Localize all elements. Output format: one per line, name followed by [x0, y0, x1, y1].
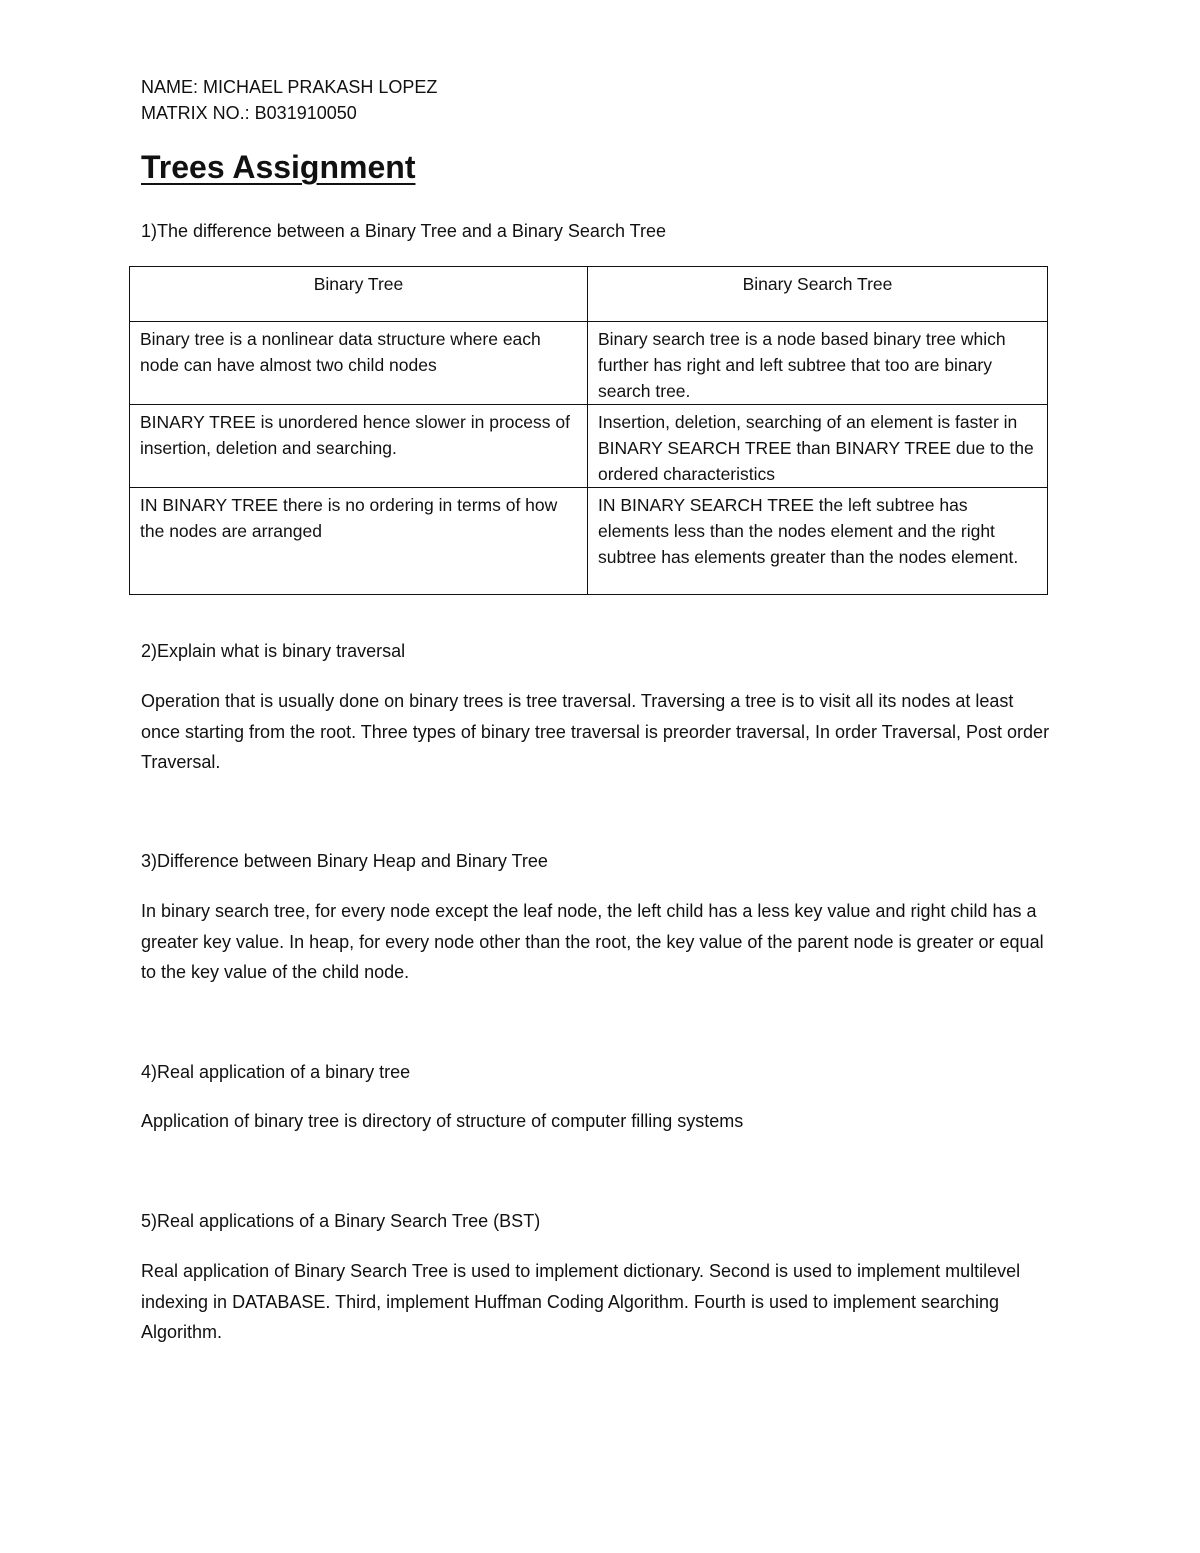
table-row [130, 405, 1048, 488]
comparison-table [129, 266, 1048, 595]
table-cell: Insertion, deletion, searching of an element is faster in BINARY SEARCH TREE than BINARY TREE due to the ordered characteristics [588, 405, 1048, 488]
table-cell: IN BINARY SEARCH TREE the left subtree has elements less than the nodes element and the right subtree has elements greater than the nodes element. [588, 488, 1048, 595]
matrix-number: MATRIX NO.: B031910050 [141, 103, 357, 123]
question-3-heading: 3)Difference between Binary Heap and Binary Tree [141, 851, 548, 871]
question-2-heading: 2)Explain what is binary traversal [141, 641, 406, 661]
table-header-row [130, 267, 1048, 322]
question-4-answer: Application of binary tree is directory of structure of computer filling systems [141, 1111, 744, 1131]
table-row [130, 488, 1048, 595]
question-3-answer: In binary search tree, for every node except the leaf node, the left child has a less key value and right child has a greater key value. In heap, for every node other than the root, the key value of the parent node is greater or equal to the key value of the child node. [141, 901, 1044, 982]
question-5-answer: Real application of Binary Search Tree is used to implement dictionary. Second is used to implement multilevel indexing in DATABASE. Third, implement Huffman Coding Algorithm. Fourth is used to implement searching Algorithm. [141, 1261, 1021, 1342]
header-binary-search-tree: Binary Search Tree [588, 267, 1048, 322]
header-binary-tree: Binary Tree [130, 267, 588, 322]
document-title: Trees Assignment [141, 149, 416, 185]
table-cell: IN BINARY TREE there is no ordering in terms of how the nodes are arranged [130, 488, 588, 595]
table-cell: BINARY TREE is unordered hence slower in process of insertion, deletion and searching. [130, 405, 588, 488]
table-cell: Binary search tree is a node based binary tree which further has right and left subtree that too are binary search tree. [588, 322, 1048, 405]
student-name: NAME: MICHAEL PRAKASH LOPEZ [141, 77, 438, 97]
question-4-heading: 4)Real application of a binary tree [141, 1062, 411, 1082]
table-row [130, 322, 1048, 405]
table-cell: Binary tree is a nonlinear data structure where each node can have almost two child nodes [130, 322, 588, 405]
question-1-heading: 1)The difference between a Binary Tree and a Binary Search Tree [141, 221, 666, 241]
question-5-heading: 5)Real applications of a Binary Search Tree (BST) [141, 1211, 541, 1231]
question-2-answer: Operation that is usually done on binary trees is tree traversal. Traversing a tree is to visit all its nodes at least once starting from the root. Three types of binary tree traversal is preorder traversal, In order Traversal, Post order Traversal. [141, 691, 1050, 772]
